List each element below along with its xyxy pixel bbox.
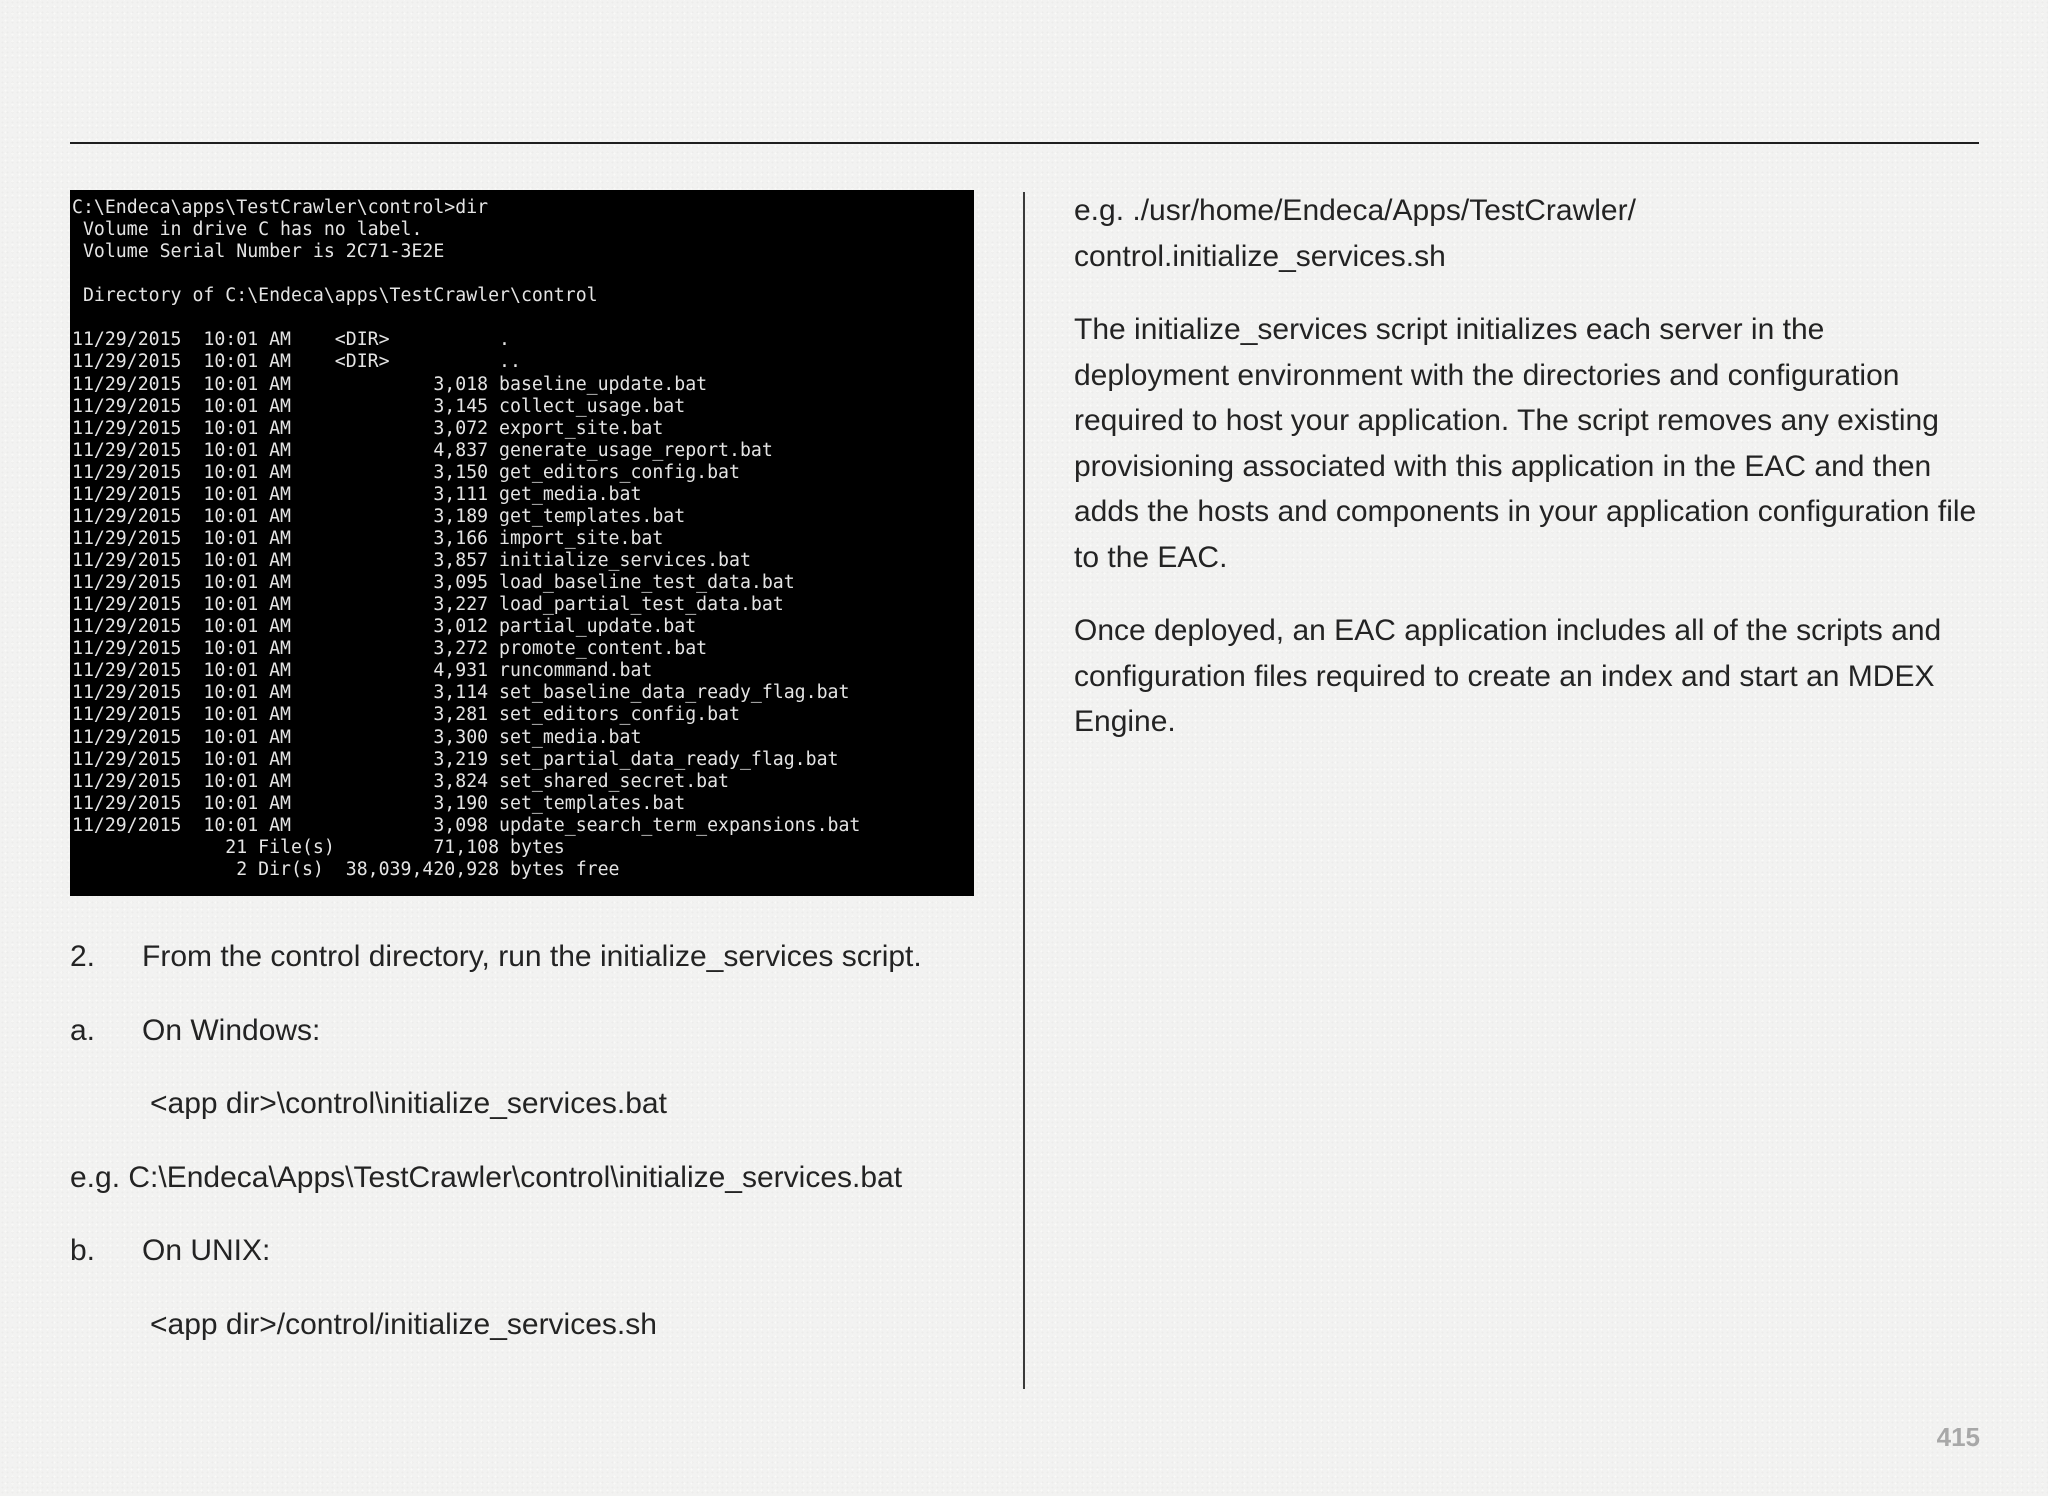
terminal-line: 11/29/2015 10:01 AM <DIR> . [72, 329, 510, 351]
terminal-line: 11/29/2015 10:01 AM 3,111 get_media.bat [72, 483, 642, 505]
eac-application-description: Once deployed, an EAC application includes all of the scripts and configuration files required to create an index and start an MDEX Engine. [1074, 614, 1942, 738]
unix-command: <app dir>/control/initialize_services.sh [150, 1307, 657, 1341]
column-divider [1023, 192, 1025, 1389]
terminal-screenshot [70, 190, 974, 896]
unix-example-line-1: e.g. ./usr/home/Endeca/Apps/TestCrawler/ [1074, 194, 1636, 227]
terminal-line: 11/29/2015 10:01 AM 3,012 partial_update.bat [72, 616, 697, 638]
terminal-line: 11/29/2015 10:01 AM 3,824 set_shared_secret.bat [72, 770, 729, 792]
terminal-line: 11/29/2015 10:01 AM 3,114 set_baseline_data_ready_flag.bat [72, 682, 850, 704]
terminal-line: 11/29/2015 10:01 AM 3,098 update_search_term_expansions.bat [72, 814, 861, 836]
terminal-line: 11/29/2015 10:01 AM <DIR> .. [72, 351, 521, 373]
unix-example-line-2: control.initialize_services.sh [1074, 239, 1446, 273]
left-column [70, 934, 1000, 1375]
terminal-line [72, 263, 974, 285]
step-text: From the control directory, run the initialize_services script. [142, 940, 922, 973]
terminal-line: 11/29/2015 10:01 AM 3,281 set_editors_config.bat [72, 704, 740, 726]
terminal-line: 11/29/2015 10:01 AM 3,857 initialize_services.bat [72, 550, 751, 571]
terminal-line [72, 307, 974, 329]
terminal-line: 11/29/2015 10:01 AM 4,837 generate_usage_report.bat [72, 439, 773, 461]
page-number: 415 [1936, 1422, 1980, 1452]
terminal-line: 11/29/2015 10:01 AM 3,300 set_media.bat [72, 726, 642, 748]
terminal-line: 11/29/2015 10:01 AM 3,227 load_partial_test_data.bat [72, 594, 784, 616]
initialize-services-description: The initialize_services script initializes each server in the deployment environment with the directories and configuration required to host your application. The script removes any existing provisioning associated with this application in the EAC and then adds the hosts and components in your application configuration file to the EAC. [1074, 313, 1977, 574]
unix-example [1074, 188, 1984, 279]
windows-command: <app dir>\control\initialize_services.bat [150, 1087, 667, 1120]
step-2 [70, 934, 1000, 980]
step-number: 2. [70, 940, 96, 973]
terminal-line: 11/29/2015 10:01 AM 3,095 load_baseline_test_data.bat [72, 572, 795, 594]
step-text: On UNIX: [142, 1234, 271, 1267]
terminal-line: C:\Endeca\apps\TestCrawler\control>dir [72, 197, 489, 218]
terminal-line: 11/29/2015 10:01 AM 3,150 get_editors_config.bat [72, 461, 740, 483]
step-b [70, 1228, 1000, 1274]
header-rule [70, 142, 1979, 144]
terminal-line: 11/29/2015 10:01 AM 3,018 baseline_update.bat [72, 373, 708, 395]
terminal-line: Volume in drive C has no label. [72, 219, 423, 241]
terminal-line: 11/29/2015 10:01 AM 3,219 set_partial_data_ready_flag.bat [72, 748, 839, 770]
terminal-line: 11/29/2015 10:01 AM 4,931 runcommand.bat [72, 660, 653, 682]
terminal-line: Directory of C:\Endeca\apps\TestCrawler\control [72, 285, 598, 307]
terminal-line: 11/29/2015 10:01 AM 3,072 export_site.bat [72, 417, 664, 439]
step-a [70, 1008, 1000, 1054]
terminal-line: 21 File(s) 71,108 bytes [72, 836, 565, 858]
terminal-line: Volume Serial Number is 2C71-3E2E [72, 241, 445, 263]
step-number: b. [70, 1234, 96, 1267]
terminal-line: 11/29/2015 10:01 AM 3,272 promote_content.bat [72, 638, 708, 660]
terminal-line: 11/29/2015 10:01 AM 3,189 get_templates.bat [72, 505, 686, 527]
step-text: On Windows: [142, 1013, 321, 1047]
step-number: a. [70, 1013, 96, 1047]
terminal-line: 11/29/2015 10:01 AM 3,145 collect_usage.bat [72, 395, 686, 417]
windows-example: e.g. C:\Endeca\Apps\TestCrawler\control\initialize_services.bat [70, 1160, 903, 1194]
terminal-line: 11/29/2015 10:01 AM 3,166 import_site.bat [72, 527, 664, 549]
right-column [1074, 188, 1984, 773]
terminal-line: 2 Dir(s) 38,039,420,928 bytes free [72, 858, 620, 880]
terminal-line: 11/29/2015 10:01 AM 3,190 set_templates.bat [72, 792, 686, 814]
